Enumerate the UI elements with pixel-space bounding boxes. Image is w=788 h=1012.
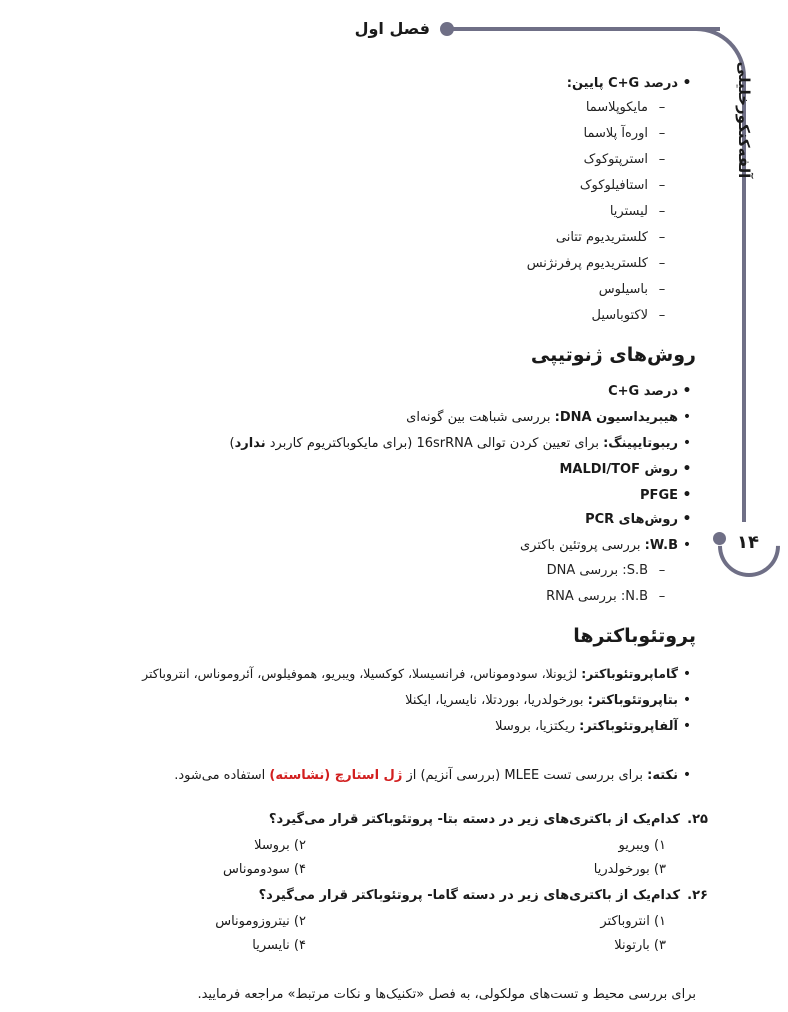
low-gc-heading: • درصد C+G پایین: — [567, 75, 696, 91]
q26-option-4: ۴) نایسریا — [252, 938, 306, 953]
maldi-item: • روش MALDI/TOF — [560, 461, 697, 477]
pfge-item: • PFGE — [640, 487, 696, 503]
chapter-title: فصل اول — [354, 19, 430, 38]
question-26: ۲۶.کدام‌یک از باکتری‌های زیر در دسته گاما- پروتئوباکتر قرار می‌گیرد؟ — [258, 888, 708, 903]
gc-item: • درصد C+G — [608, 383, 696, 399]
list-item: – کلستریدیوم پرفرنژنس — [527, 256, 676, 271]
q26-option-2: ۲) نیتروزوموناس — [215, 914, 306, 929]
page-number: ۱۴ — [737, 532, 759, 553]
list-item: – کلستریدیوم تتانی — [556, 230, 676, 245]
question-25: ۲۵.کدام‌یک از باکتری‌های زیر در دسته بتا- پروتئوباکتر قرار می‌گیرد؟ — [268, 812, 708, 827]
q25-option-2: ۲) بروسلا — [254, 838, 306, 853]
side-label-box — [722, 60, 766, 180]
list-item: – اوره‌آ پلاسما — [584, 126, 676, 141]
list-item: – استافیلوکوک — [580, 178, 676, 193]
note-item: • نکته: برای بررسی تست MLEE (بررسی آنزیم) از ژل استارچ (نشاسته) استفاده می‌شود. — [174, 767, 696, 783]
footer-note: برای بررسی محیط و تست‌های مولکولی، به فصل «تکنیک‌ها و نکات مرتبط» مراجعه فرمایید. — [197, 987, 696, 1002]
header-rule — [452, 27, 720, 31]
pcr-item: • روش‌های PCR — [585, 511, 696, 527]
q25-option-4: ۴) سودوموناس — [223, 862, 306, 877]
gamma-item: • گاماپروتئوباکتر: لژیونلا، سودوموناس، فرانسیسلا، کوکسیلا، ویبریو، هموفیلوس، آئروموناس، انتروباکتر — [142, 666, 696, 682]
page-number-dot — [713, 532, 726, 545]
q25-option-1: ۱) ویبریو — [618, 838, 666, 853]
q26-option-1: ۱) انتروباکتر — [600, 914, 666, 929]
list-item: – استرپتوکوک — [584, 152, 676, 167]
nb-item: – N.B: بررسی RNA — [546, 589, 676, 604]
section-title-genotypic: روش‌های ژنوتیپی — [530, 344, 696, 366]
alpha-item: • آلفاپروتئوباکتر: ریکتزیا، بروسلا — [495, 718, 696, 734]
list-item: – لیستریا — [610, 204, 676, 219]
list-item: – مایکوپلاسما — [586, 100, 676, 115]
list-item: – باسیلوس — [599, 282, 676, 297]
side-label: آلفه‌کنکورخلیلی — [735, 61, 753, 179]
hybridization-item: • هیبریداسیون DNA: بررسی شباهت بین گونه‌ای — [406, 409, 696, 425]
ribotyping-item: • ریبوتایپینگ: برای تعیین کردن توالی 16srRNA (برای مایکوباکتریوم کاربرد ندارد) — [230, 435, 697, 451]
section-title-proteobacteria: پروتئوباکترها — [573, 625, 696, 647]
q26-option-3: ۳) بارتونلا — [614, 938, 666, 953]
wb-item: • W.B: بررسی پروتئین باکتری — [520, 537, 696, 553]
sb-item: – S.B: بررسی DNA — [547, 563, 676, 578]
beta-item: • بتاپروتئوباکتر: بورخولدریا، بوردتلا، نایسریا، ایکنلا — [405, 692, 696, 708]
list-item: – لاکتوباسیل — [592, 308, 676, 323]
q25-option-3: ۳) بورخولدریا — [593, 862, 666, 877]
